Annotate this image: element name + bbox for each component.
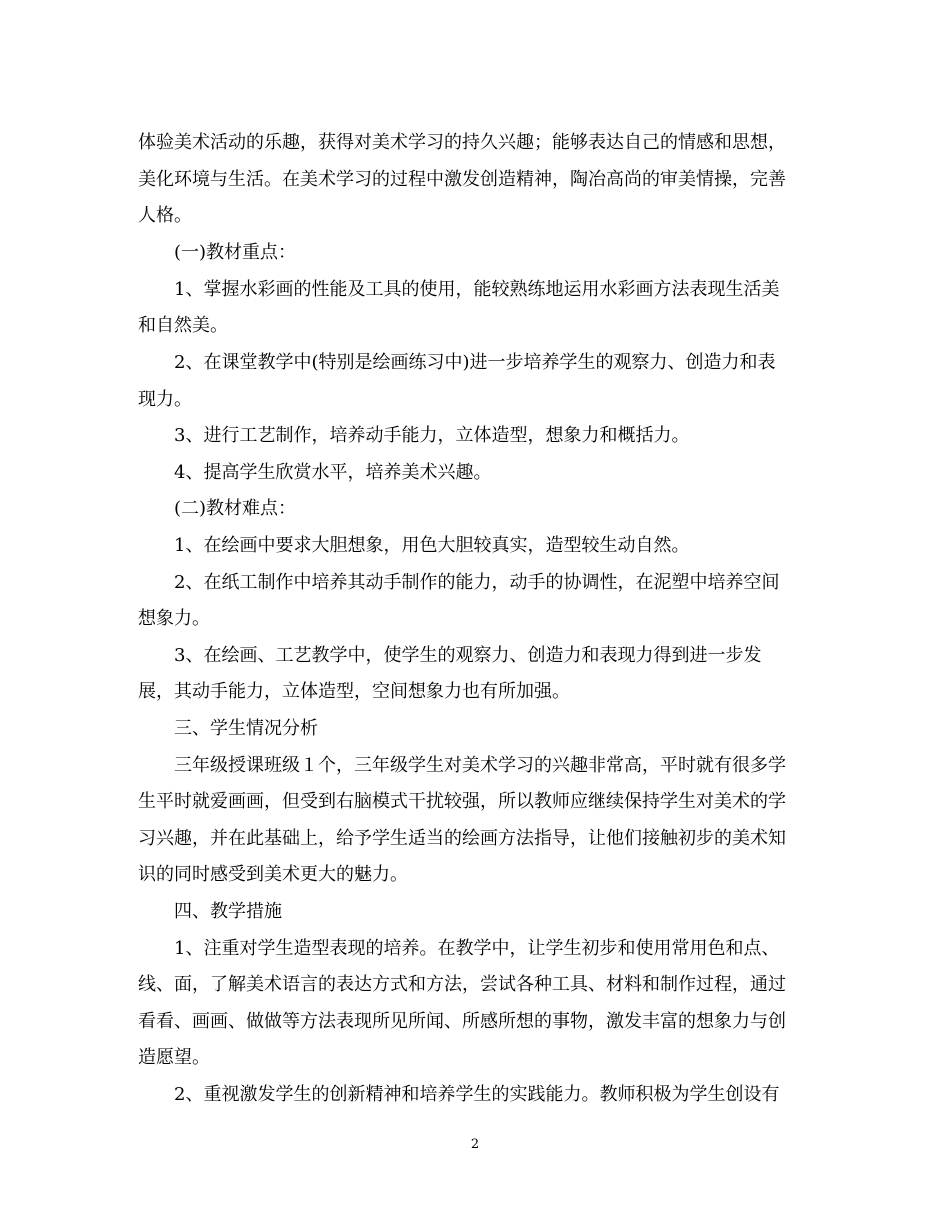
paragraph-line: 体验美术活动的乐趣，获得对美术学习的持久兴趣；能够表达自己的情感和思想， <box>138 132 786 153</box>
paragraph-line: 1、注重对学生造型表现的培养。在教学中，让学生初步和使用常用色和点、 <box>174 938 780 959</box>
paragraph-line: 3、进行工艺制作，培养动手能力，立体造型，想象力和概括力。 <box>174 425 690 446</box>
section-heading: 三、学生情况分析 <box>174 718 318 739</box>
section-heading: (一)教材重点： <box>174 242 297 263</box>
paragraph-line: 生平时就爱画画，但受到右脑模式干扰较强，所以教师应继续保持学生对美术的学 <box>138 791 786 812</box>
paragraph-line: 人格。 <box>138 205 192 226</box>
paragraph-line: 线、面，了解美术语言的表达方式和方法，尝试各种工具、材料和制作过程，通过 <box>138 974 786 995</box>
paragraph-line: 看看、画画、做做等方法表现所见所闻、所感所想的事物，激发丰富的想象力与创 <box>138 1011 786 1032</box>
paragraph-line: 想象力。 <box>138 608 210 629</box>
page-number: 2 <box>470 1137 480 1152</box>
section-heading: (二)教材难点： <box>174 498 297 519</box>
paragraph-line: 现力。 <box>138 389 192 410</box>
paragraph-line: 3、在绘画、工艺教学中，使学生的观察力、创造力和表现力得到进一步发 <box>174 645 762 666</box>
paragraph-line: 2、在课堂教学中(特别是绘画练习中)进一步培养学生的观察力、创造力和表 <box>174 352 776 373</box>
paragraph-line: 和自然美。 <box>138 315 228 336</box>
paragraph-line: 2、重视激发学生的创新精神和培养学生的实践能力。教师积极为学生创设有 <box>174 1084 780 1105</box>
paragraph-line: 造愿望。 <box>138 1047 210 1068</box>
paragraph-line: 4、提高学生欣赏水平，培养美术兴趣。 <box>174 462 492 483</box>
paragraph-line: 三年级授课班级１个，三年级学生对美术学习的兴趣非常高，平时就有很多学 <box>174 755 786 776</box>
paragraph-line: 展，其动手能力，立体造型，空间想象力也有所加强。 <box>138 681 570 702</box>
paragraph-line: 1、掌握水彩画的性能及工具的使用，能较熟练地运用水彩画方法表现生活美 <box>174 279 780 300</box>
paragraph-line: 美化环境与生活。在美术学习的过程中激发创造精神，陶冶高尚的审美情操，完善 <box>138 169 786 190</box>
paragraph-line: 识的同时感受到美术更大的魅力。 <box>138 864 408 885</box>
paragraph-line: 习兴趣，并在此基础上，给予学生适当的绘画方法指导，让他们接触初步的美术知 <box>138 828 786 849</box>
section-heading: 四、教学措施 <box>174 901 282 922</box>
paragraph-line: 1、在绘画中要求大胆想象，用色大胆较真实，造型较生动自然。 <box>174 535 690 556</box>
paragraph-line: 2、在纸工制作中培养其动手制作的能力，动手的协调性，在泥塑中培养空间 <box>174 572 780 593</box>
